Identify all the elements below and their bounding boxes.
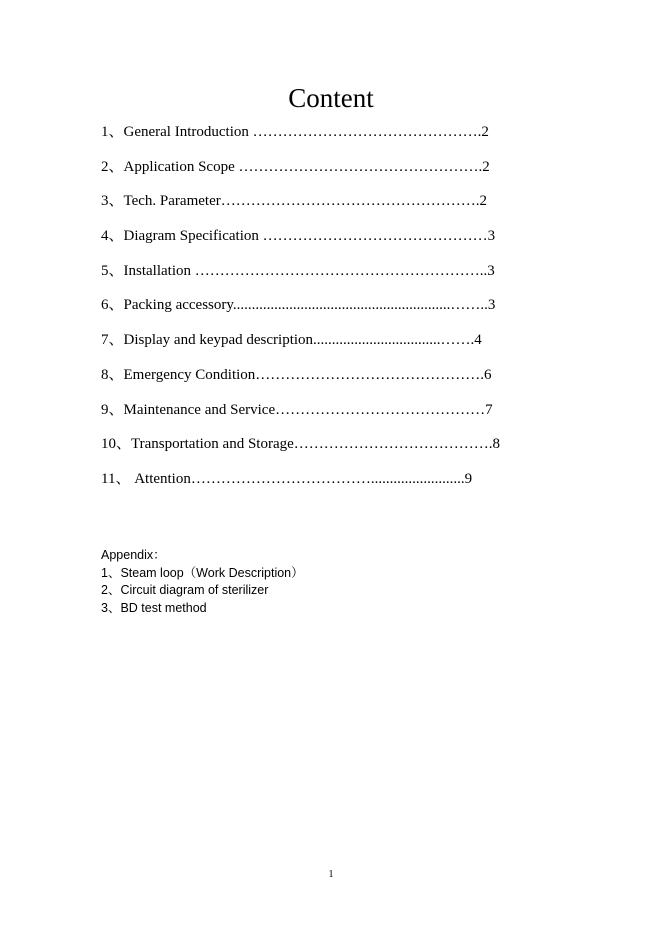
page-number: 1 — [328, 869, 334, 880]
table-of-contents — [101, 120, 541, 502]
toc-entry-text: 7、Display and keypad description..................................…….4 — [101, 332, 482, 349]
toc-entry-installation[interactable] — [101, 259, 541, 294]
toc-entry-text: 2、Application Scope ………………………………………….2 — [101, 158, 490, 175]
appendix-section — [101, 547, 304, 617]
appendix-item: 1、Steam loop（Work Description） — [101, 565, 304, 580]
appendix-item: 2、Circuit diagram of sterilizer — [101, 583, 269, 597]
toc-entry-emergency-condition[interactable] — [101, 363, 541, 398]
toc-entry-text: 10、Transportation and Storage………………………………….8 — [101, 436, 501, 453]
toc-entry-display-keypad[interactable] — [101, 328, 541, 363]
toc-entry-text: 1、General Introduction ……………………………………….2 — [101, 124, 489, 140]
toc-entry-attention[interactable] — [101, 467, 541, 502]
toc-entry-text: 8、Emergency Condition……………………………………….6 — [101, 366, 492, 383]
toc-entry-general-introduction[interactable] — [101, 120, 541, 155]
toc-entry-maintenance-service[interactable] — [101, 398, 541, 433]
appendix-heading: Appendix： — [101, 548, 166, 562]
toc-entry-text: 4、Diagram Specification ………………………………………3 — [101, 228, 496, 245]
toc-entry-text: 5、Installation …………………………………………………..3 — [101, 262, 495, 279]
toc-entry-tech-parameter[interactable] — [101, 189, 541, 224]
appendix-item: 3、BD test method — [101, 600, 207, 615]
toc-entry-text: 11、 Attention……………………………….........................9 — [101, 470, 473, 487]
toc-entry-text: 6、Packing accessory..........................................................……..3 — [101, 297, 496, 314]
toc-entry-diagram-specification[interactable] — [101, 224, 541, 259]
page-title: Content — [288, 83, 374, 113]
toc-entry-application-scope[interactable] — [101, 155, 541, 190]
toc-entry-packing-accessory[interactable] — [101, 293, 541, 328]
toc-entry-text: 9、Maintenance and Service……………………………………7 — [101, 401, 493, 418]
toc-entry-transportation-storage[interactable] — [101, 432, 541, 467]
toc-entry-text: 3、Tech. Parameter…………………………………………….2 — [101, 193, 487, 210]
